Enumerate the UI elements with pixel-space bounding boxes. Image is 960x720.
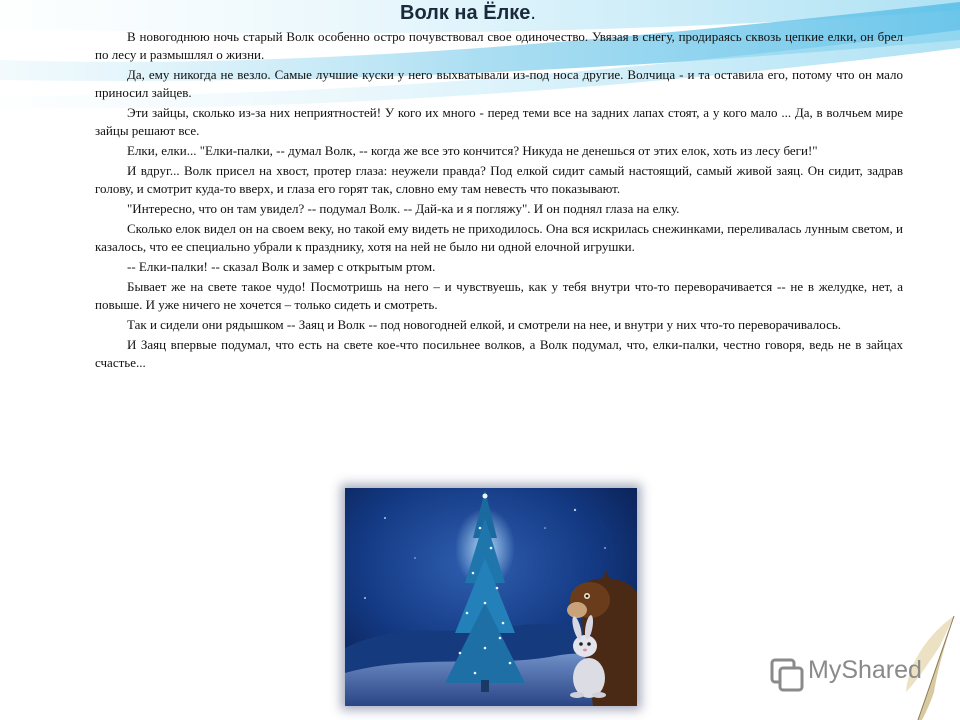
paragraph: Так и сидели они рядышком -- Заяц и Волк -- под новогодней елкой, и смотрели на нее, и внутри у них что-то переворачивалось. bbox=[127, 317, 842, 332]
paragraph: Елки, елки... "Елки-палки, -- думал Волк, -- когда же все это кончится? Никуда не денешься от этих елок, хоть из лесу беги!" bbox=[127, 143, 818, 158]
paragraph: Да, ему никогда не везло. Самые лучшие куски у него выхватывали из-под носа другие. Волчица - и та оставила его, потому что он мало приносил зайцев. bbox=[95, 67, 903, 100]
title-text: Волк на Ёлке bbox=[400, 2, 531, 24]
paragraph: И вдруг... Волк присел на хвост, протер глаза: неужели правда? Под елкой сидит самый настоящий, самый живой заяц. Он сидит, задрав голову, и смотрит куда-то вверх, и глаза его горят так, словно ему там невесть что показывают. bbox=[95, 163, 903, 196]
title-punctuation: . bbox=[530, 2, 536, 24]
paragraph: Сколько елок видел он на своем веку, но такой ему видеть не приходилось. Она вся искрилась снежинками, переливалась лунным светом, и казалось, что ее специально убрали к празднику, хотя на ней не было ни одной елочной игрушки. bbox=[95, 221, 903, 254]
page-title bbox=[400, 0, 536, 26]
myshared-logo bbox=[768, 612, 960, 720]
christmas-tree-illustration bbox=[345, 488, 637, 706]
paragraph: Бывает же на свете такое чудо! Посмотришь на него – и чувствуешь, как у тебя внутри что-то переворачивается -- не в желудке, нет, а повыше. И уже ничего не хочется – только сидеть и смотреть. bbox=[95, 279, 903, 312]
story-text bbox=[95, 28, 903, 374]
paragraph: "Интересно, что он там увидел? -- подумал Волк. -- Дай-ка и я погляжу". И он поднял глаза на елку. bbox=[127, 201, 680, 216]
paragraph: И Заяц впервые подумал, что есть на свете кое-что посильнее волков, а Волк подумал, что, елки-палки, честно говоря, ведь не в зайцах счастье... bbox=[95, 337, 903, 370]
myshared-logo-text: MyShared bbox=[808, 656, 922, 684]
paragraph: Эти зайцы, сколько из-за них неприятностей! У кого их много - перед теми все на задних лапах стоят, а у кого мало ... Да, в волчьем мире зайцы решают все. bbox=[95, 105, 903, 138]
myshared-logo-icon bbox=[772, 660, 802, 690]
paragraph: В новогоднюю ночь старый Волк особенно остро почувствовал свое одиночество. Увязая в снегу, продираясь сквозь цепкие елки, он брел по лесу и размышлял о жизни. bbox=[95, 29, 903, 62]
paragraph: -- Елки-палки! -- сказал Волк и замер с открытым ртом. bbox=[127, 259, 436, 274]
